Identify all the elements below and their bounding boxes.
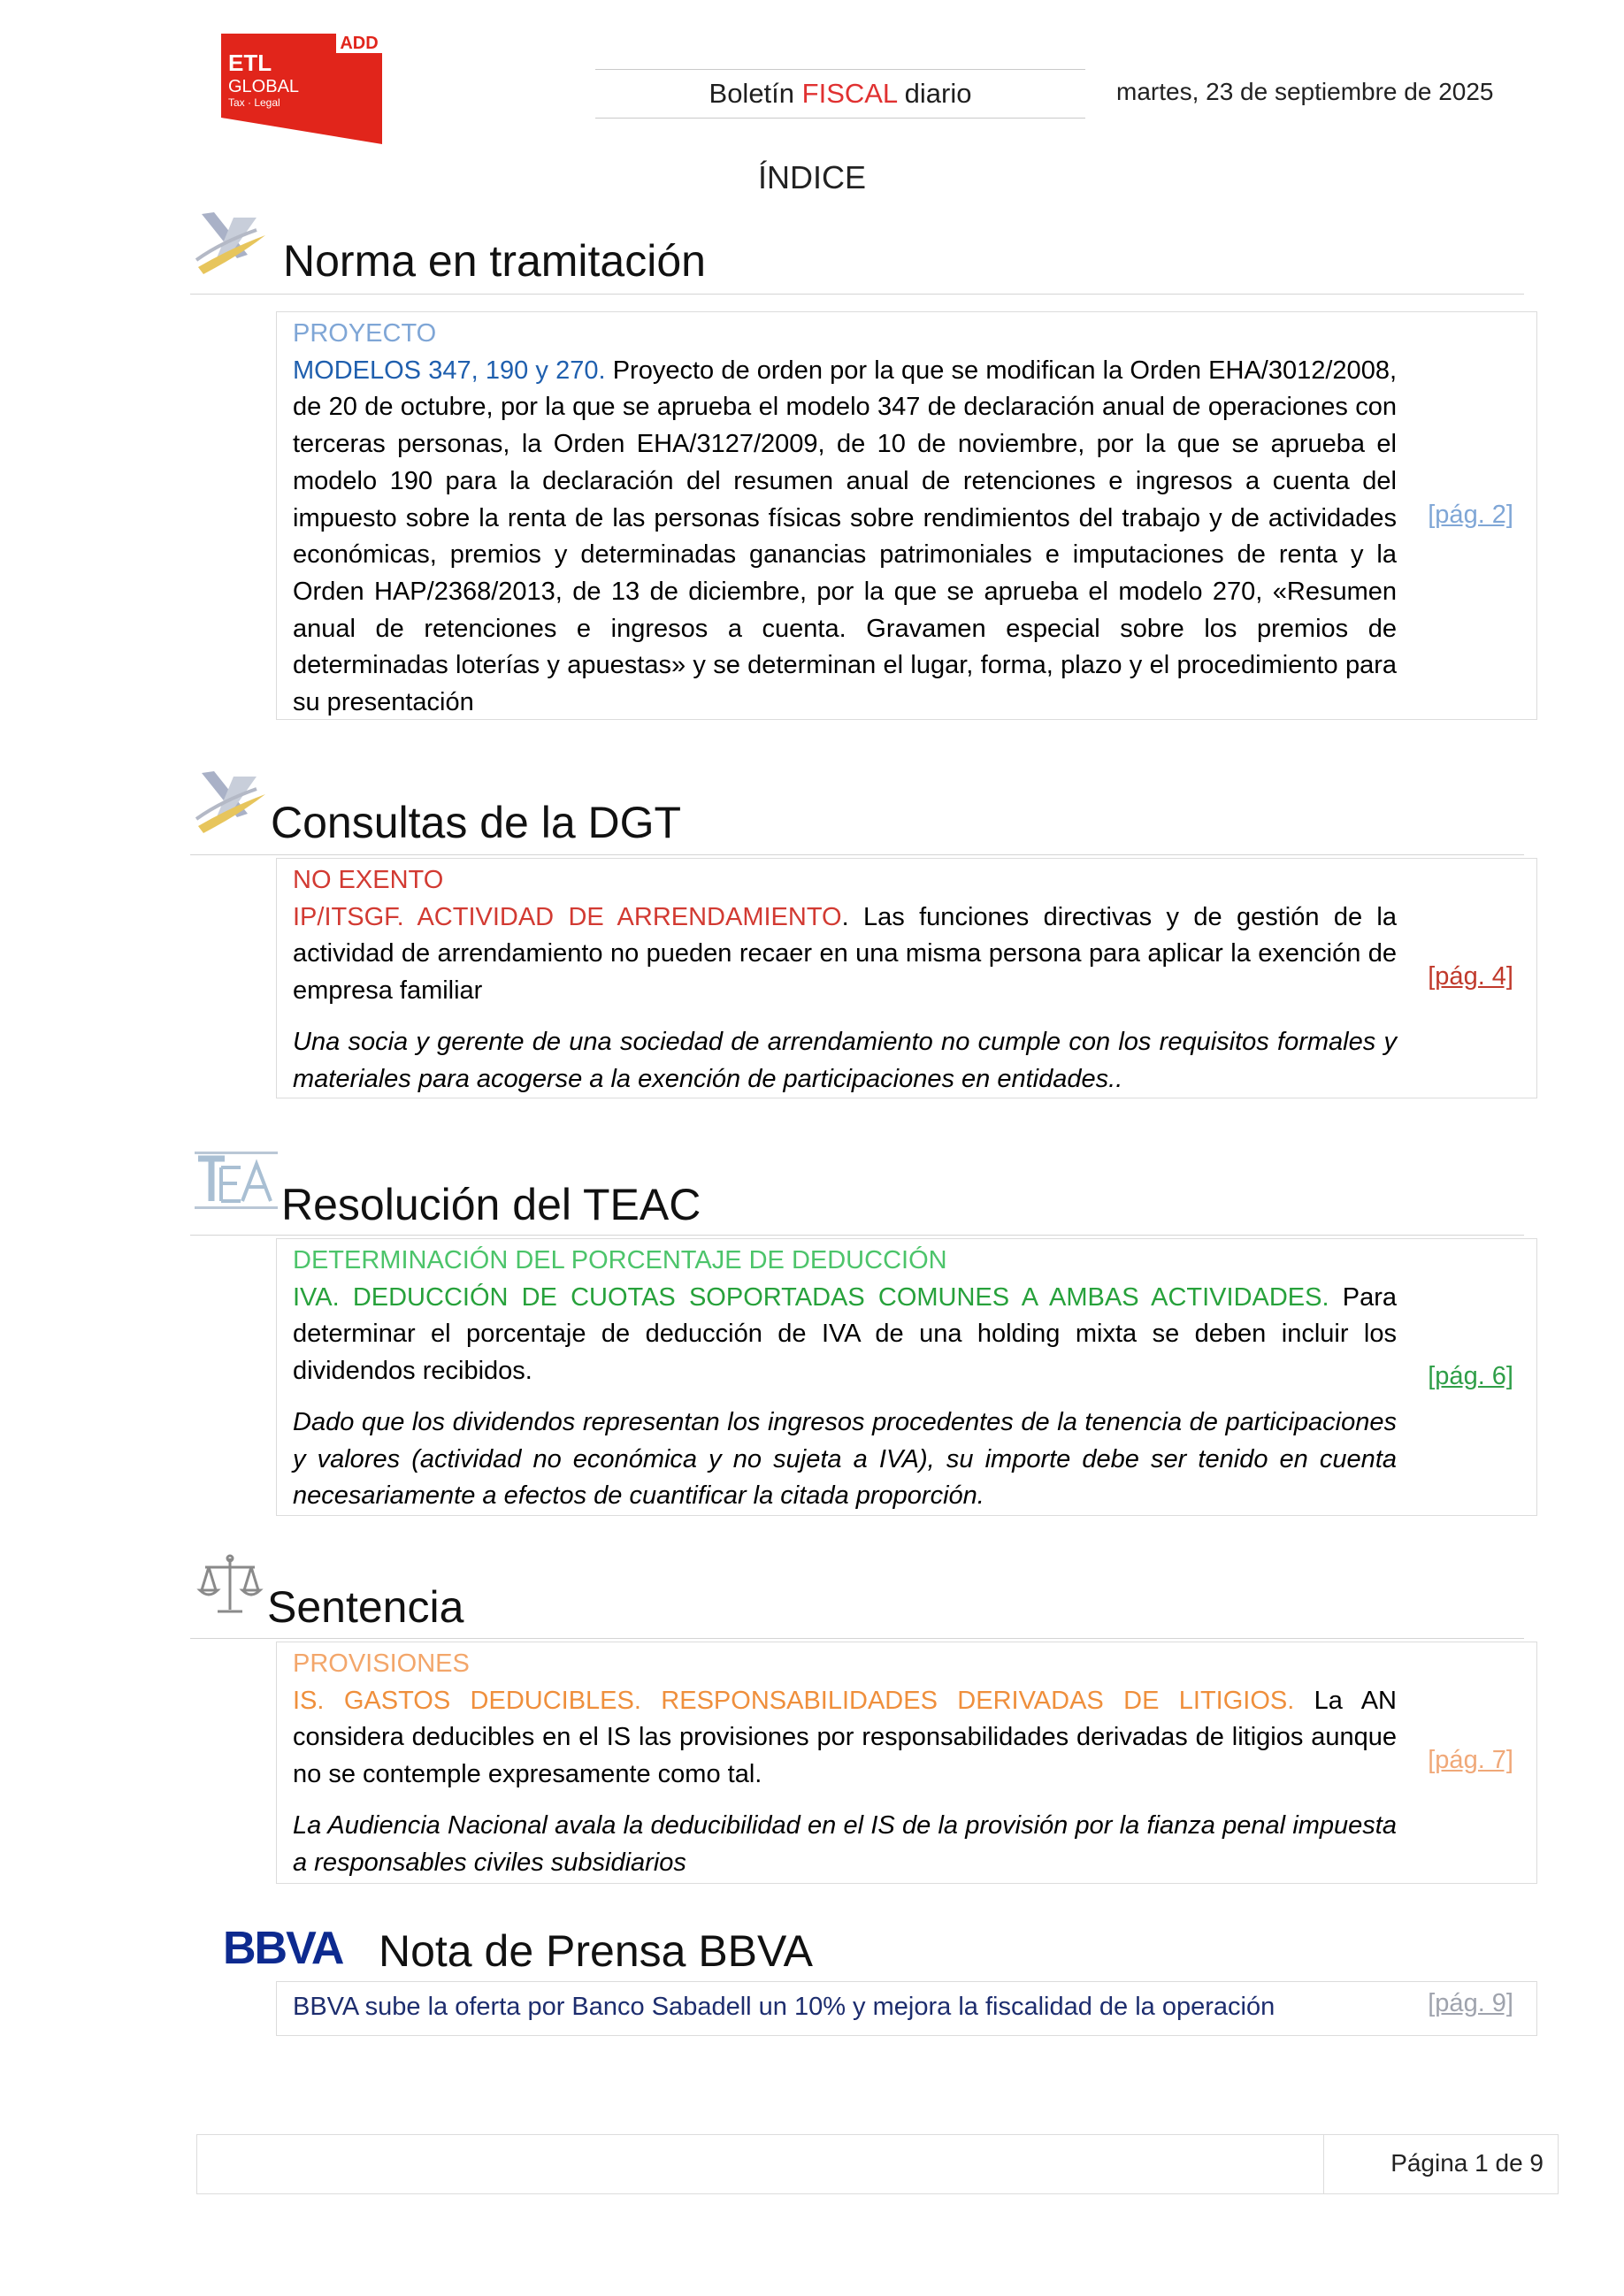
entry-box: [276, 311, 1537, 720]
bulletin-title-fiscal: FISCAL: [801, 78, 898, 109]
entry-category: PROYECTO: [293, 319, 437, 348]
entry-content: [293, 1646, 1397, 1881]
page-link[interactable]: [pág. 6]: [1428, 1362, 1513, 1390]
page-link[interactable]: [pág. 4]: [1428, 962, 1513, 991]
entry-body: Proyecto de orden por la que se modifican la Orden EHA/3012/2008, de 20 de octubre, por la que se aprueba el modelo 347 de declaración anual de operaciones con terceras personas, la Orden EHA/3127/2009, de 10 de noviembre, por la que se aprueba el modelo 190 para la declaración del resumen anual de retenciones e ingresos a cuenta del impuesto sobre la renta de las personas físicas sobre rendimientos del trabajo y de actividades económicas, premios y determinadas ganancias patrimoniales e imputaciones de renta y la Orden HAP/2368/2013, de 13 de diciembre, por la que se aprueba el modelo 270, «Resumen anual de retenciones e ingresos a cuenta. Gravamen especial sobre los premios de determinadas loterías y apuestas» y se determinan el lugar, forma, plazo y el procedimiento para su presentación: [293, 356, 1398, 717]
footer-divider: [1323, 2135, 1324, 2193]
entry-body: . Las funciones directivas y de gestión de la actividad de arrendamiento no pueden recaer en una misma persona para aplicar la exención de empresa familiar: [293, 902, 1397, 1006]
entry-text: BBVA sube la oferta por Banco Sabadell un 10% y mejora la fiscalidad de la operación: [293, 1993, 1275, 2021]
page-number: Página 1 de 9: [1390, 2149, 1544, 2177]
section-title: Resolución del TEAC: [281, 1180, 701, 1229]
entry-body: La AN considera deducibles en el IS las provisiones por responsabilidades derivadas de litigios aunque no se contemple expresamente como tal.: [293, 1686, 1397, 1789]
entry-category: NO EXENTO: [293, 866, 444, 894]
bulletin-date: martes, 23 de septiembre de 2025: [1116, 78, 1494, 105]
tea-logo-icon: [195, 1148, 280, 1215]
page-footer: [196, 2134, 1559, 2194]
entry-lead: IP/ITSGF. ACTIVIDAD DE ARRENDAMIENTO: [293, 902, 842, 931]
bulletin-title-suffix: diario: [897, 78, 972, 109]
entry-content: [293, 1989, 1397, 2026]
etl-global-logo: [221, 34, 382, 144]
svg-text:ADD: ADD: [340, 34, 379, 53]
entry-box: [276, 858, 1537, 1098]
entry-lead: IS. GASTOS DEDUCIBLES. RESPONSABILIDADES DERIVADAS DE LITIGIOS.: [293, 1686, 1295, 1715]
entry-content: [293, 316, 1397, 722]
section-title: Nota de Prensa BBVA: [379, 1926, 814, 1976]
svg-text:Tax · Legal: Tax · Legal: [228, 96, 280, 109]
entry-lead: IVA. DEDUCCIÓN DE CUOTAS SOPORTADAS COMUNES A AMBAS ACTIVIDADES.: [293, 1282, 1329, 1312]
bbva-logo: [223, 1923, 356, 1972]
entry-text: [293, 1683, 1397, 1794]
entry-content: [293, 862, 1397, 1098]
tax-agency-icon: [195, 209, 269, 276]
section-title: Norma en tramitación: [283, 236, 706, 286]
section-divider: [190, 854, 1524, 855]
entry-box: [276, 1238, 1537, 1516]
entry-text: [293, 353, 1397, 722]
svg-text:ETL: ETL: [228, 50, 272, 76]
entry-summary: Dado que los dividendos representan los ingresos procedentes de la tenencia de participaciones y valores (actividad no económica y no sujeta a IVA), su importe debe ser tenido en cuenta necesariamente a efectos de cuantificar la citada proporción.: [293, 1407, 1397, 1511]
scales-icon: [196, 1553, 264, 1620]
section-title: Consultas de la DGT: [271, 798, 682, 847]
entry-content: [293, 1243, 1397, 1515]
tax-agency-icon: [195, 768, 269, 835]
section-divider: [190, 1638, 1524, 1639]
entry-box: [276, 1642, 1537, 1884]
page-link[interactable]: [pág. 9]: [1428, 1989, 1513, 2017]
entry-body: Para determinar el porcentaje de deducción de IVA de una holding mixta se deben incluir los dividendos recibidos.: [293, 1282, 1397, 1386]
bulletin-title: [595, 69, 1085, 119]
entry-lead: MODELOS 347, 190 y 270.: [293, 356, 606, 385]
page-link[interactable]: [pág. 2]: [1428, 501, 1513, 529]
entry-category: PROVISIONES: [293, 1649, 470, 1678]
entry-box: [276, 1981, 1537, 2036]
section-divider: [190, 1235, 1524, 1236]
svg-text:GLOBAL: GLOBAL: [228, 77, 300, 96]
index-title: ÍNDICE: [757, 159, 866, 195]
entry-text: [293, 899, 1397, 1010]
entry-summary: Una socia y gerente de una sociedad de arrendamiento no cumple con los requisitos formales y materiales para acogerse a la exención de participaciones en entidades..: [293, 1027, 1397, 1093]
svg-text:BBVA: BBVA: [223, 1923, 343, 1972]
entry-category: DETERMINACIÓN DEL PORCENTAJE DE DEDUCCIÓN: [293, 1246, 947, 1274]
bulletin-title-prefix: Boletín: [709, 78, 802, 109]
section-title: Sentencia: [267, 1582, 464, 1632]
page-link[interactable]: [pág. 7]: [1428, 1746, 1513, 1774]
entry-summary: La Audiencia Nacional avala la deducibilidad en el IS de la provisión por la fianza penal impuesta a responsables civiles subsidiarios: [293, 1810, 1397, 1877]
entry-text: [293, 1280, 1397, 1390]
section-divider: [190, 294, 1524, 295]
